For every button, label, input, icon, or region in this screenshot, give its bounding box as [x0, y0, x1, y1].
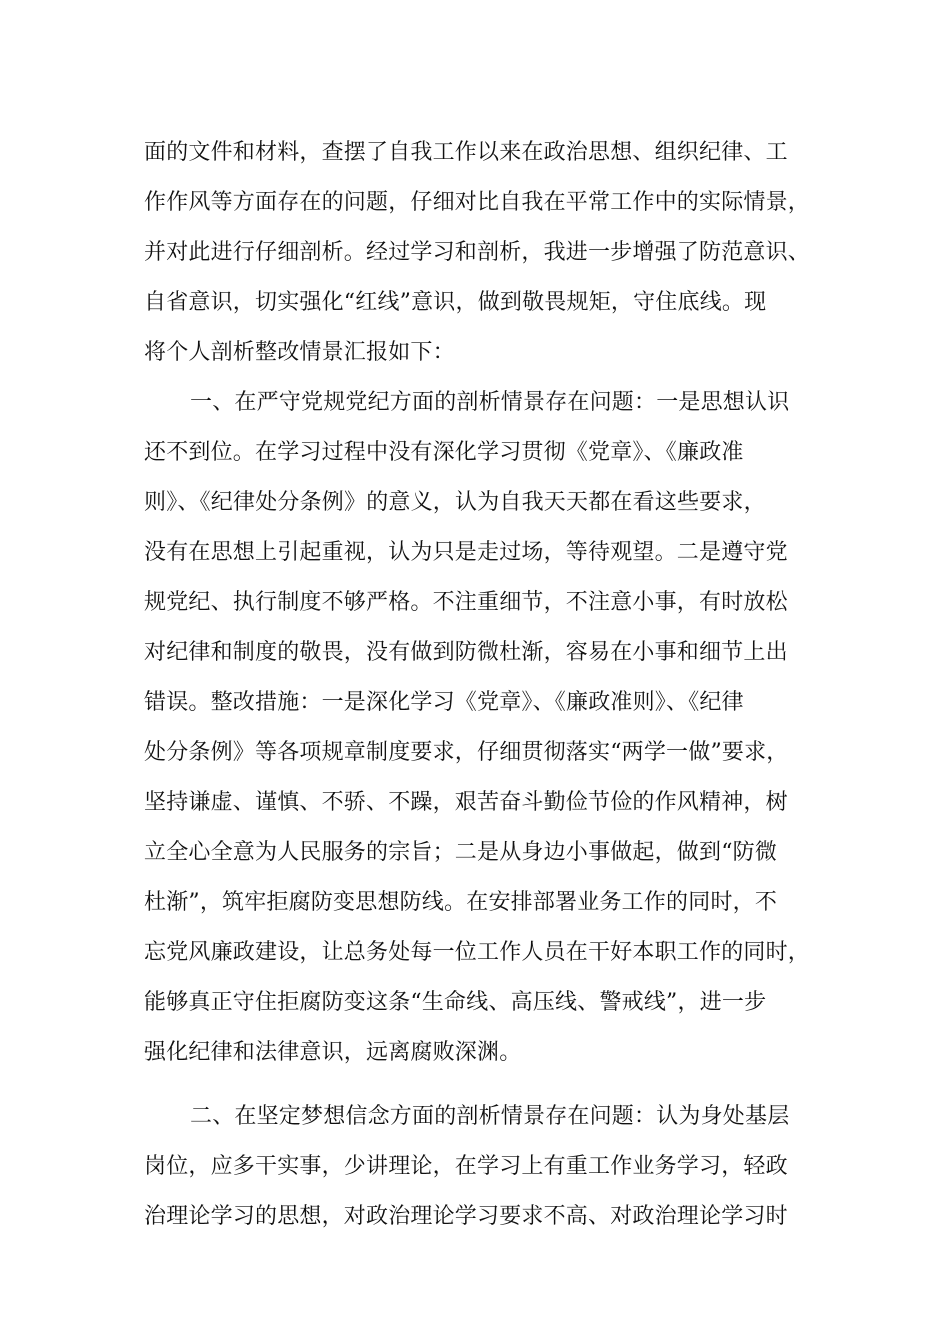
- text-line: 治理论学习的思想，对政治理论学习要求不高、对政治理论学习时: [144, 1204, 788, 1229]
- section-two-heading-line: 二、在坚定梦想信念方面的剖析情景存在问题：认为身处基层: [190, 1104, 790, 1129]
- text-line: 岗位，应多干实事，少讲理论，在学习上有重工作业务学习，轻政: [144, 1154, 788, 1179]
- text-line: 杜渐”，筑牢拒腐防变思想防线。在安排部署业务工作的同时，不: [144, 890, 778, 915]
- text-line: 没有在思想上引起重视，认为只是走过场，等待观望。二是遵守党: [144, 540, 788, 565]
- text-line: 面的文件和材料，查摆了自我工作以来在政治思想、组织纪律、工: [144, 140, 788, 165]
- text-line: 作作风等方面存在的问题，仔细对比自我在平常工作中的实际情景，: [144, 190, 811, 215]
- text-line: 并对此进行仔细剖析。经过学习和剖析，我进一步增强了防范意识、: [144, 240, 811, 265]
- text-line: 能够真正守住拒腐防变这条“生命线、高压线、警戒线”，进一步: [144, 990, 767, 1015]
- text-line: 自省意识，切实强化“红线”意识，做到敬畏规矩，守住底线。现: [144, 290, 767, 315]
- text-line: 则》、《纪律处分条例》的意义，认为自我天天都在看这些要求，: [144, 490, 766, 515]
- text-line: 错误。整改措施：一是深化学习《党章》、《廉政准则》、《纪律: [144, 690, 744, 715]
- body-text: [144, 128, 834, 1242]
- text-line: 坚持谦虚、谨慎、不骄、不躁，艰苦奋斗勤俭节俭的作风精神，树: [144, 790, 788, 815]
- text-line: 将个人剖析整改情景汇报如下：: [144, 340, 455, 365]
- text-line: 规党纪、执行制度不够严格。不注重细节，不注意小事，有时放松: [144, 590, 788, 615]
- text-line: 对纪律和制度的敬畏，没有做到防微杜渐，容易在小事和细节上出: [144, 640, 788, 665]
- text-line: 立全心全意为人民服务的宗旨；二是从身边小事做起，做到“防微: [144, 840, 778, 865]
- text-line: 还不到位。在学习过程中没有深化学习贯彻《党章》、《廉政准: [144, 440, 744, 465]
- section-one-heading-line: 一、在严守党规党纪方面的剖析情景存在问题：一是思想认识: [190, 390, 790, 415]
- text-line: 忘党风廉政建设，让总务处每一位工作人员在干好本职工作的同时，: [144, 940, 811, 965]
- text-line: 强化纪律和法律意识，远离腐败深渊。: [144, 1040, 522, 1065]
- text-line: 处分条例》等各项规章制度要求，仔细贯彻落实“两学一做”要求，: [144, 740, 789, 765]
